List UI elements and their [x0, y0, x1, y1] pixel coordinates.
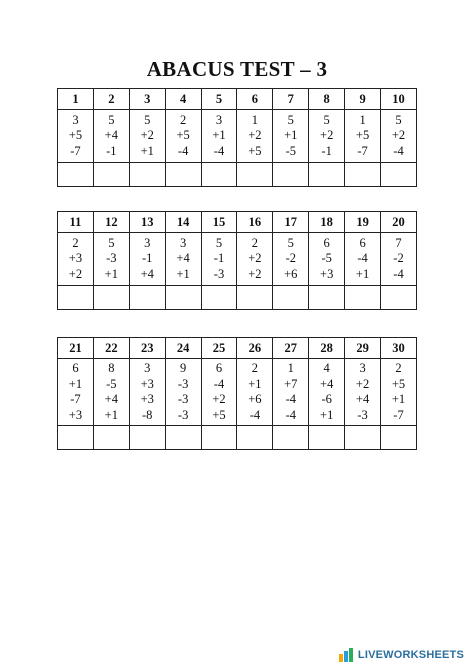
answer-cell[interactable]: [273, 286, 309, 310]
answer-cell[interactable]: [58, 426, 94, 450]
question-number: 28: [309, 338, 345, 359]
answer-cell[interactable]: [309, 163, 345, 187]
operand: 3: [72, 112, 79, 127]
operand: -2: [393, 251, 404, 266]
operand: 3: [215, 112, 223, 127]
operand: 9: [179, 361, 187, 375]
operand: +2: [248, 251, 262, 266]
question-operands: [165, 359, 201, 426]
operand: +2: [140, 128, 154, 143]
answer-cell[interactable]: [345, 426, 381, 450]
test-table-2: [57, 211, 417, 310]
operand: +2: [68, 266, 83, 281]
operand: 2: [179, 112, 187, 127]
operand: +6: [284, 266, 298, 281]
operand: -5: [285, 143, 296, 158]
question-number: 11: [58, 212, 94, 233]
operand: +1: [284, 128, 298, 143]
operand: -8: [142, 407, 153, 422]
answer-row: [58, 286, 417, 310]
question-number: 3: [129, 89, 165, 110]
question-operands: [237, 110, 273, 163]
question-number: 21: [58, 338, 94, 359]
question-number-row: [58, 89, 417, 110]
question-number: 15: [201, 212, 237, 233]
operand: -7: [357, 143, 368, 158]
footer-brand: [339, 646, 464, 664]
operand: +2: [212, 392, 226, 406]
operand: 3: [144, 235, 151, 250]
operand: +4: [355, 392, 370, 406]
question-operands: [273, 110, 309, 163]
operand: +1: [212, 128, 226, 143]
question-operands: [165, 233, 201, 286]
operand: 1: [251, 112, 259, 127]
question-operands: [201, 110, 237, 163]
answer-cell[interactable]: [201, 286, 237, 310]
question-operands: [309, 359, 345, 426]
operand: +3: [68, 407, 83, 422]
operand: 6: [323, 235, 330, 250]
page-title: ABACUS TEST – 3: [146, 57, 328, 81]
answer-cell[interactable]: [237, 163, 273, 187]
question-operands: [381, 233, 417, 286]
operand: -4: [285, 392, 296, 406]
operand: -3: [357, 407, 368, 422]
question-number: 1: [58, 89, 94, 110]
operand: -4: [213, 143, 225, 158]
operand: +5: [68, 128, 83, 143]
question-operands: [129, 110, 165, 163]
operand: -1: [321, 143, 332, 158]
operand: 5: [287, 112, 294, 127]
question-number: 12: [93, 212, 129, 233]
operand: +1: [355, 266, 370, 281]
question-number: 24: [165, 338, 201, 359]
operand: -4: [357, 251, 368, 266]
question-operands: [93, 233, 129, 286]
question-number: 7: [273, 89, 309, 110]
question-operands: [345, 233, 381, 286]
answer-cell[interactable]: [129, 163, 165, 187]
question-number: 27: [273, 338, 309, 359]
operand: +1: [176, 266, 190, 281]
question-operands: [309, 233, 345, 286]
question-operands-row: [58, 233, 417, 286]
question-number: 18: [309, 212, 345, 233]
operand: 5: [215, 235, 223, 250]
question-operands-row: [58, 110, 417, 163]
operand: -4: [177, 143, 189, 158]
operand: 2: [395, 361, 402, 375]
operand: +2: [248, 128, 262, 143]
question-number: 17: [273, 212, 309, 233]
operand: 5: [108, 112, 115, 127]
answer-cell[interactable]: [93, 163, 129, 187]
question-number: 4: [165, 89, 201, 110]
answer-cell[interactable]: [201, 163, 237, 187]
question-operands: [345, 110, 381, 163]
operand: -3: [106, 251, 117, 266]
answer-cell[interactable]: [129, 286, 165, 310]
operand: 5: [287, 235, 294, 250]
operand: +1: [68, 376, 83, 391]
answer-cell[interactable]: [129, 426, 165, 450]
brand-name: LIVEWORKSHEETS: [357, 649, 464, 661]
operand: +5: [176, 128, 190, 143]
answer-cell[interactable]: [58, 163, 94, 187]
operand: +1: [104, 266, 118, 281]
question-operands: [93, 110, 129, 163]
answer-cell[interactable]: [93, 286, 129, 310]
question-number: 2: [93, 89, 129, 110]
operand: -5: [106, 376, 117, 391]
operand: -3: [177, 376, 189, 391]
operand: +5: [355, 128, 370, 143]
question-number: 16: [237, 212, 273, 233]
operand: -3: [177, 392, 189, 406]
operand: 3: [144, 361, 151, 375]
operand: -2: [285, 251, 296, 266]
operand: 1: [287, 361, 294, 375]
question-number: 23: [129, 338, 165, 359]
operand: 3: [359, 361, 366, 375]
operand: 6: [72, 361, 79, 375]
operand: 5: [395, 112, 402, 127]
operand: 7: [395, 235, 402, 250]
question-operands: [381, 359, 417, 426]
operand: -4: [393, 266, 404, 281]
answer-cell[interactable]: [165, 426, 201, 450]
question-operands: [58, 110, 94, 163]
question-number: 26: [237, 338, 273, 359]
question-number: 8: [309, 89, 345, 110]
question-number: 30: [381, 338, 417, 359]
question-operands: [129, 233, 165, 286]
operand: +4: [140, 266, 154, 281]
question-operands-row: [58, 359, 417, 426]
operand: -4: [249, 407, 261, 422]
operand: -3: [177, 407, 189, 422]
operand: +1: [391, 392, 406, 406]
answer-cell[interactable]: [93, 426, 129, 450]
answer-cell[interactable]: [165, 163, 201, 187]
answer-row: [58, 163, 417, 187]
operand: +5: [248, 143, 262, 158]
answer-cell[interactable]: [58, 286, 94, 310]
question-number: 13: [129, 212, 165, 233]
operand: -7: [70, 392, 81, 406]
operand: 6: [215, 361, 223, 375]
operand: 6: [359, 235, 366, 250]
question-number: 10: [381, 89, 417, 110]
operand: +1: [248, 376, 262, 391]
answer-cell[interactable]: [237, 426, 273, 450]
operand: 1: [359, 112, 366, 127]
operand: +5: [212, 407, 226, 422]
question-number: 20: [381, 212, 417, 233]
answer-cell[interactable]: [237, 286, 273, 310]
answer-cell[interactable]: [309, 426, 345, 450]
question-operands: [237, 359, 273, 426]
operand: +6: [248, 392, 262, 406]
liveworksheets-logo-icon: [339, 648, 355, 662]
question-operands: [309, 110, 345, 163]
operand: -3: [213, 266, 225, 281]
operand: -5: [321, 251, 332, 266]
operand: +3: [140, 376, 154, 391]
operand: -7: [70, 143, 81, 158]
question-operands: [58, 359, 94, 426]
question-operands: [129, 359, 165, 426]
question-number: 5: [201, 89, 237, 110]
question-operands: [201, 359, 237, 426]
test-table-1: [57, 88, 417, 187]
operand: +3: [320, 266, 334, 281]
operand: +2: [355, 376, 370, 391]
operand: 2: [251, 235, 259, 250]
operand: 8: [108, 361, 115, 375]
question-operands: [58, 233, 94, 286]
question-operands: [237, 233, 273, 286]
operand: -4: [213, 376, 225, 391]
answer-cell[interactable]: [381, 286, 417, 310]
operand: 3: [179, 235, 187, 250]
operand: +1: [320, 407, 334, 422]
answer-cell[interactable]: [345, 163, 381, 187]
question-number: 29: [345, 338, 381, 359]
operand: +1: [104, 407, 118, 422]
operand: -7: [393, 407, 404, 422]
question-operands: [345, 359, 381, 426]
answer-cell[interactable]: [309, 286, 345, 310]
operand: -1: [106, 143, 117, 158]
question-operands: [273, 359, 309, 426]
operand: +2: [248, 266, 262, 281]
answer-cell[interactable]: [273, 426, 309, 450]
operand: +4: [176, 251, 190, 266]
operand: -4: [285, 407, 296, 422]
operand: +3: [140, 392, 154, 406]
question-operands: [165, 110, 201, 163]
question-operands: [381, 110, 417, 163]
operand: +3: [68, 251, 83, 266]
operand: +2: [320, 128, 334, 143]
operand: +5: [391, 376, 406, 391]
operand: +1: [140, 143, 154, 158]
operand: +7: [284, 376, 298, 391]
operand: 5: [108, 235, 115, 250]
answer-cell[interactable]: [381, 426, 417, 450]
answer-row: [58, 426, 417, 450]
question-operands: [273, 233, 309, 286]
operand: -4: [393, 143, 404, 158]
question-number: 6: [237, 89, 273, 110]
answer-cell[interactable]: [273, 163, 309, 187]
operand: 2: [72, 235, 79, 250]
operand: -6: [321, 392, 332, 406]
answer-cell[interactable]: [381, 163, 417, 187]
operand: 4: [323, 361, 330, 375]
operand: 2: [251, 361, 259, 375]
question-number: 14: [165, 212, 201, 233]
operand: 5: [323, 112, 330, 127]
answer-cell[interactable]: [165, 286, 201, 310]
question-number: 25: [201, 338, 237, 359]
question-number: 9: [345, 89, 381, 110]
operand: -1: [213, 251, 225, 266]
operand: +4: [320, 376, 334, 391]
question-operands: [201, 233, 237, 286]
operand: -1: [142, 251, 153, 266]
operand: +2: [391, 128, 406, 143]
answer-cell[interactable]: [345, 286, 381, 310]
answer-cell[interactable]: [201, 426, 237, 450]
question-number-row: [58, 212, 417, 233]
question-number-row: [58, 338, 417, 359]
question-number: 22: [93, 338, 129, 359]
operand: 5: [144, 112, 151, 127]
question-operands: [93, 359, 129, 426]
test-table-3: [57, 337, 417, 450]
operand: +4: [104, 392, 118, 406]
question-number: 19: [345, 212, 381, 233]
operand: +4: [104, 128, 118, 143]
